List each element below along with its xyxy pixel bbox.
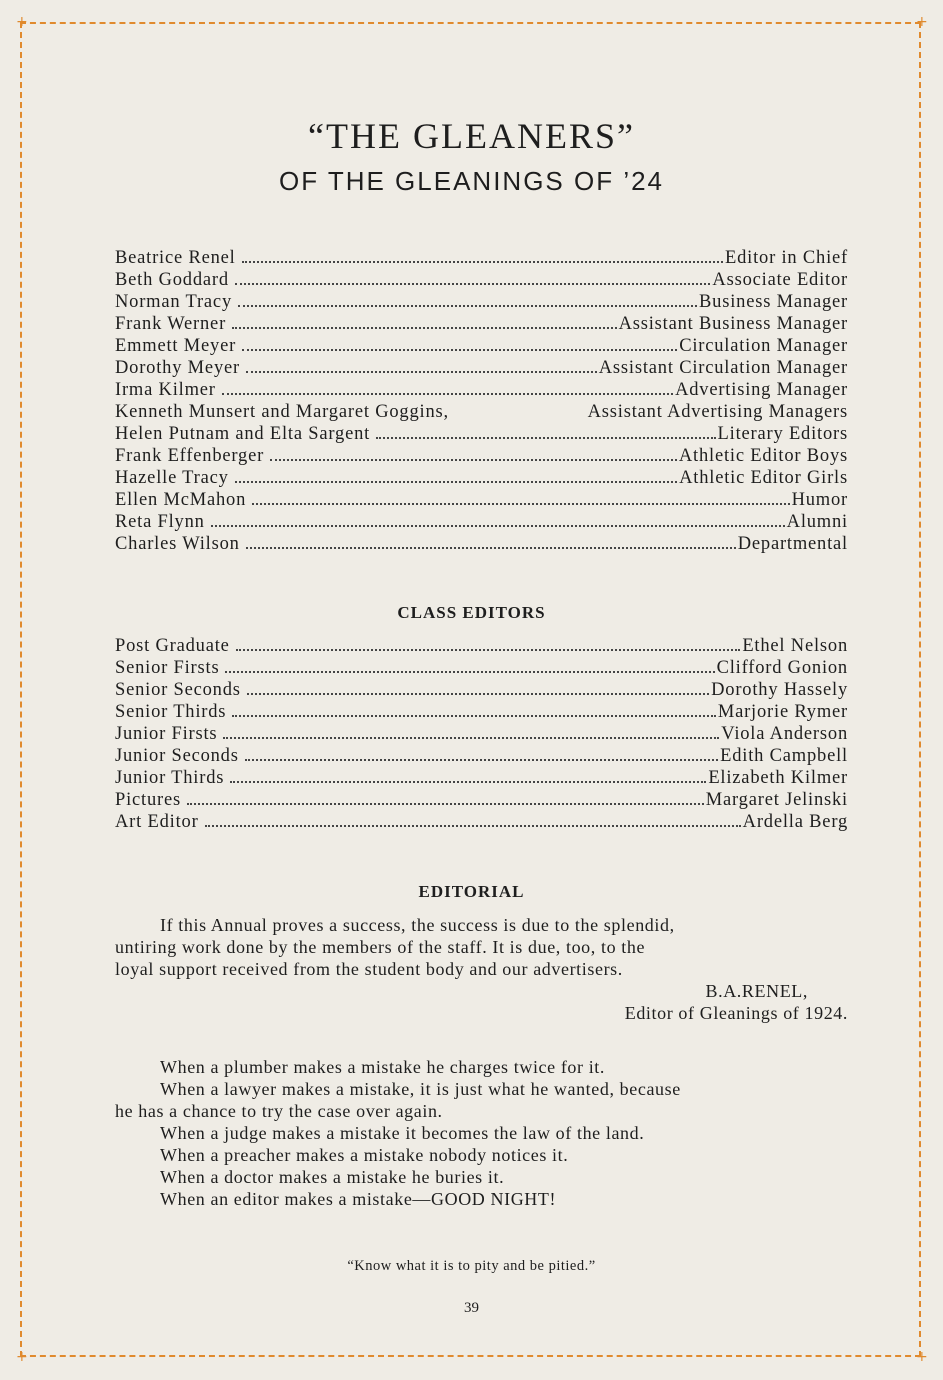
staff-name: Norman Tracy [115, 292, 232, 312]
staff-role: Business Manager [699, 292, 848, 312]
class-editor-row [115, 768, 848, 790]
staff-role: Assistant Circulation Manager [598, 358, 848, 378]
staff-name: Ellen McMahon [115, 490, 247, 510]
class-editors-list [115, 636, 848, 834]
page-title: “THE GLEANERS” [308, 116, 635, 156]
footer-quote: “Know what it is to pity and be pitied.” [347, 1258, 596, 1274]
class-editor-name: Edith Campbell [720, 746, 848, 766]
staff-role: Advertising Manager [675, 380, 848, 400]
class-editor-name: Dorothy Hassely [711, 680, 848, 700]
editorial-paragraph [115, 914, 848, 1024]
staff-row [115, 468, 848, 490]
class-label: Art Editor [115, 812, 199, 832]
class-editor-name: Ardella Berg [742, 812, 848, 832]
joke-line: When an editor makes a mistake—GOOD NIGHT! [160, 1189, 557, 1209]
staff-row [115, 424, 848, 446]
staff-role: Editor in Chief [725, 248, 848, 268]
class-editor-row [115, 724, 848, 746]
class-editor-name: Viola Anderson [721, 724, 848, 744]
joke-line: When a plumber makes a mistake he charges twice for it. [160, 1057, 606, 1077]
staff-role: Circulation Manager [679, 336, 848, 356]
editorial-line: If this Annual proves a success, the success is due to the splendid, [160, 915, 675, 935]
staff-role: Athletic Editor Girls [679, 468, 848, 488]
editorial-signature: B.A.RENEL, [705, 981, 808, 1001]
page-subtitle: OF THE GLEANINGS OF ’24 [278, 166, 665, 196]
staff-role: Alumni [786, 512, 848, 532]
staff-list [115, 248, 848, 556]
staff-row [115, 446, 848, 468]
class-label: Post Graduate [115, 636, 230, 656]
class-editor-row [115, 790, 848, 812]
joke-line: When a lawyer makes a mistake, it is just what he wanted, because [160, 1079, 681, 1099]
staff-role: Literary Editors [717, 424, 848, 444]
joke-line: When a preacher makes a mistake nobody notices it. [160, 1145, 569, 1165]
class-editor-name: Elizabeth Kilmer [708, 768, 848, 788]
staff-name: Kenneth Munsert and Margaret Goggins, [115, 402, 449, 422]
staff-row [115, 292, 848, 314]
joke-line: he has a chance to try the case over again. [115, 1101, 443, 1121]
corner-ornament-top-left: + [16, 14, 28, 30]
staff-role: Humor [791, 490, 848, 510]
staff-name: Frank Effenberger [115, 446, 265, 466]
staff-row [115, 270, 848, 292]
staff-role: Assistant Business Manager [618, 314, 848, 334]
staff-name: Hazelle Tracy [115, 468, 229, 488]
staff-role: Assistant Advertising Managers [587, 402, 848, 422]
editorial-line: loyal support received from the student body and our advertisers. [115, 959, 623, 979]
class-label: Senior Seconds [115, 680, 241, 700]
page-number: 39 [464, 1300, 479, 1316]
staff-name: Beth Goddard [115, 270, 229, 290]
staff-row [115, 336, 848, 358]
staff-row [115, 534, 848, 556]
class-editors-heading: CLASS EDITORS [397, 603, 546, 622]
joke-line: When a judge makes a mistake it becomes the law of the land. [160, 1123, 645, 1143]
staff-name: Helen Putnam and Elta Sargent [115, 424, 371, 444]
corner-ornament-bottom-right: + [916, 1349, 928, 1365]
joke-paragraph [115, 1056, 848, 1210]
class-editor-name: Ethel Nelson [742, 636, 848, 656]
staff-row [115, 490, 848, 512]
staff-row [115, 314, 848, 336]
staff-role: Associate Editor [712, 270, 848, 290]
class-editor-row [115, 680, 848, 702]
class-label: Junior Thirds [115, 768, 225, 788]
staff-row [115, 402, 848, 424]
staff-name: Frank Werner [115, 314, 227, 334]
staff-row [115, 512, 848, 534]
class-label: Junior Seconds [115, 746, 239, 766]
class-editor-name: Clifford Gonion [716, 658, 848, 678]
staff-name: Reta Flynn [115, 512, 205, 532]
class-label: Senior Thirds [115, 702, 227, 722]
staff-name: Irma Kilmer [115, 380, 216, 400]
corner-ornament-top-right: + [916, 14, 928, 30]
class-label: Junior Firsts [115, 724, 218, 744]
editorial-signature-title: Editor of Gleanings of 1924. [624, 1003, 848, 1023]
editorial-heading: EDITORIAL [418, 882, 525, 901]
class-label: Pictures [115, 790, 182, 810]
class-editor-row [115, 702, 848, 724]
class-editor-row [115, 636, 848, 658]
class-label: Senior Firsts [115, 658, 220, 678]
class-editor-row [115, 746, 848, 768]
staff-row [115, 248, 848, 270]
staff-name: Dorothy Meyer [115, 358, 240, 378]
staff-name: Charles Wilson [115, 534, 240, 554]
staff-row [115, 380, 848, 402]
staff-role: Athletic Editor Boys [678, 446, 848, 466]
class-editor-row [115, 658, 848, 680]
editorial-line: untiring work done by the members of the staff. It is due, too, to the [115, 937, 646, 957]
staff-name: Beatrice Renel [115, 248, 236, 268]
class-editor-name: Margaret Jelinski [705, 790, 848, 810]
corner-ornament-bottom-left: + [16, 1349, 28, 1365]
staff-name: Emmett Meyer [115, 336, 237, 356]
staff-role: Departmental [737, 534, 848, 554]
class-editor-name: Marjorie Rymer [717, 702, 848, 722]
class-editor-row [115, 812, 848, 834]
joke-line: When a doctor makes a mistake he buries it. [160, 1167, 505, 1187]
staff-row [115, 358, 848, 380]
